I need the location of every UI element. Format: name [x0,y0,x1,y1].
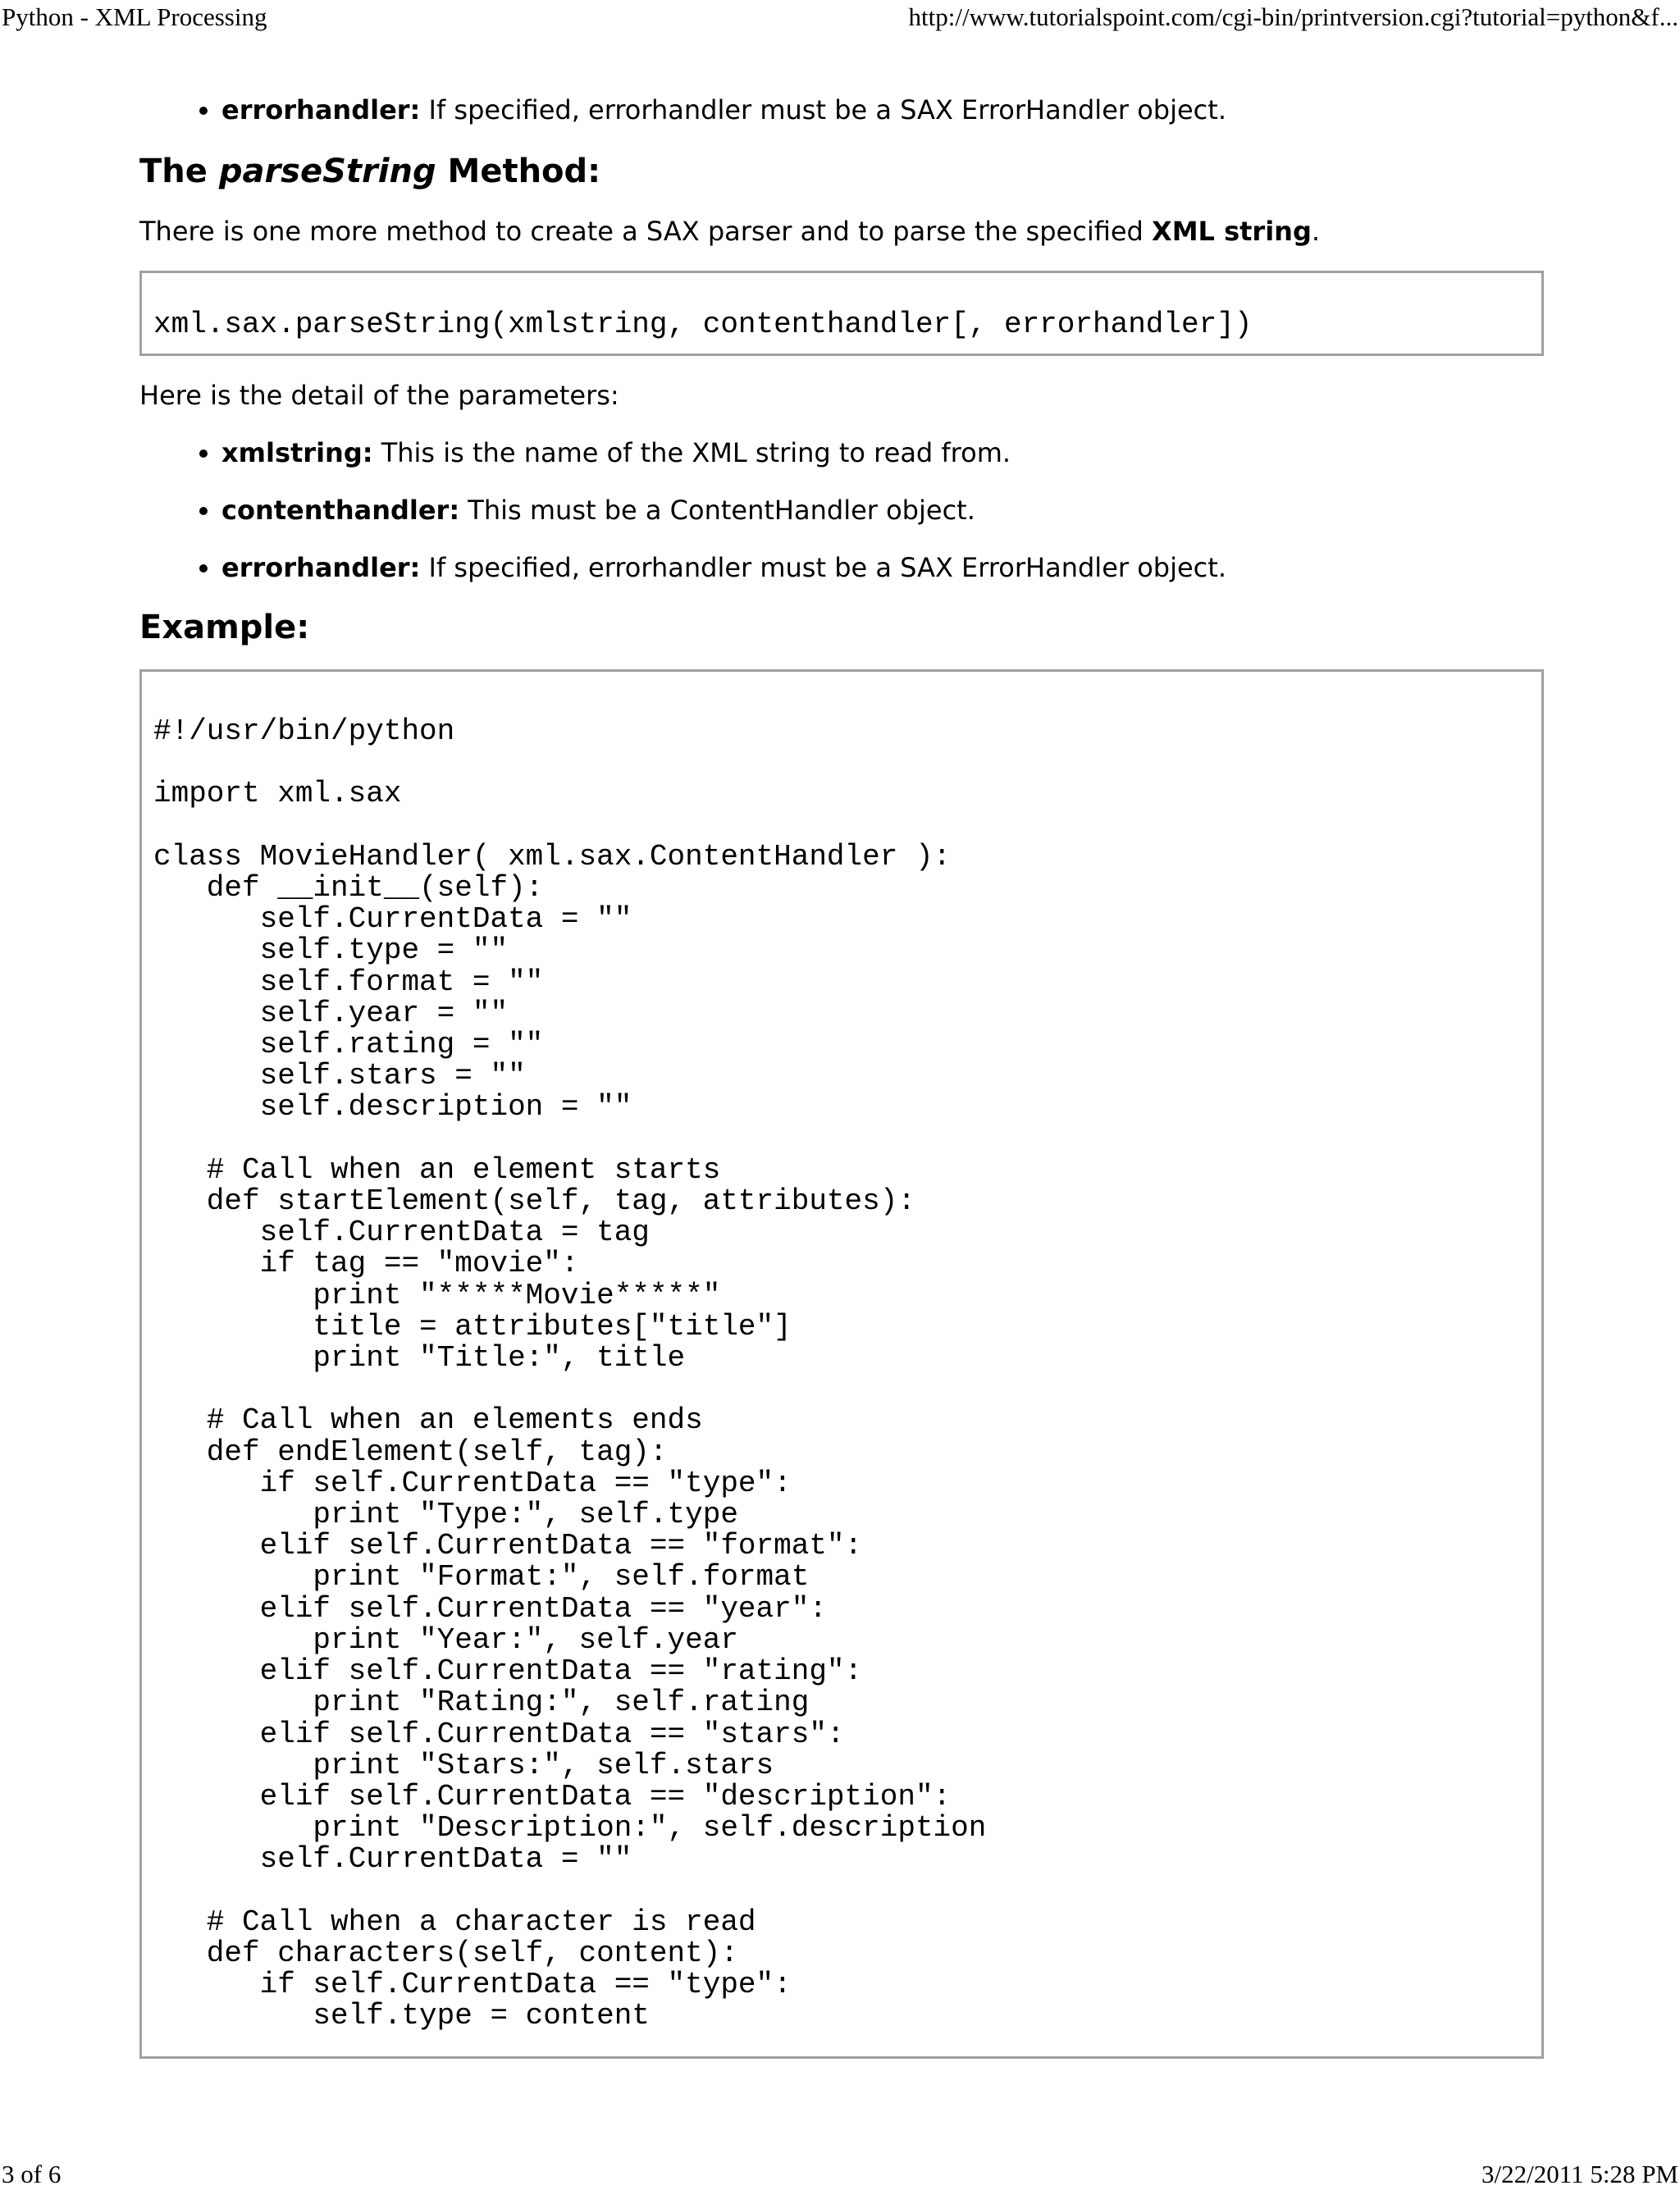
list-item [221,435,1544,471]
heading-prefix: The [139,153,219,190]
document-body [139,92,1544,2080]
section-heading [139,151,1544,192]
intro-bold: XML string [1152,216,1312,247]
example-heading: Example: [139,609,310,646]
example-code: #!/usr/bin/python import xml.sax class MovieHandler( xml.sax.ContentHandler ): def __init__(self): self.CurrentData = "" self.type = "" self.format = "" self.year = "" self.rating = "" self.stars = "" self.description = "" # Call when an element starts def startElement(self, tag, attributes): self.CurrentData = tag if tag == "movie": print "*****Movie*****" title = attributes["title"] print "Title:", title # Call when an elements ends def endElement(self, tag): if self.CurrentData == "type": print "Type:", self.type elif self.CurrentData == "format": print "Format:", self.format elif self.CurrentData == "year": print "Year:", self.year elif self.CurrentData == "rating": print "Rating:", self.rating elif self.CurrentData == "stars": print "Stars:", self.stars elif self.CurrentData == "description": print "Description:", self.description self.CurrentData = "" # Call when a character is read def characters(self, content): if self.CurrentData == "type": self.type = content [153,714,987,2033]
syntax-code: xml.sax.parseString(xmlstring, contenthandler[, errorhandler]) [153,308,1253,341]
params-intro: Here is the detail of the parameters: [139,380,619,411]
previous-params-list [139,92,1544,128]
heading-method-name: parseString [218,153,436,190]
param-description: This must be a ContentHandler object. [459,495,975,526]
param-term: errorhandler: [221,552,421,583]
section-intro [139,213,1544,249]
param-description: If specified, errorhandler must be a SAX ErrorHandler object. [420,552,1226,583]
list-item [221,92,1544,128]
param-description: This is the name of the XML string to read from. [372,437,1011,468]
params-list [139,435,1544,586]
param-term: errorhandler: [221,94,421,125]
param-term: xmlstring: [221,437,373,468]
list-item [221,550,1544,586]
page-title: Python - XML Processing [2,2,267,31]
list-item [221,492,1544,528]
page-number: 3 of 6 [2,2160,62,2188]
print-timestamp: 3/22/2011 5:28 PM [1481,2160,1678,2188]
intro-text: There is one more method to create a SAX parser and to parse the specified [139,216,1153,247]
param-description: If specified, errorhandler must be a SAX ErrorHandler object. [420,94,1226,125]
intro-end: . [1311,216,1321,247]
syntax-code-box [139,271,1544,356]
param-term: contenthandler: [221,495,460,526]
page-url: http://www.tutorialspoint.com/cgi-bin/printversion.cgi?tutorial=python&f... [908,2,1678,31]
heading-suffix: Method: [436,153,601,190]
example-code-box [139,669,1544,2059]
